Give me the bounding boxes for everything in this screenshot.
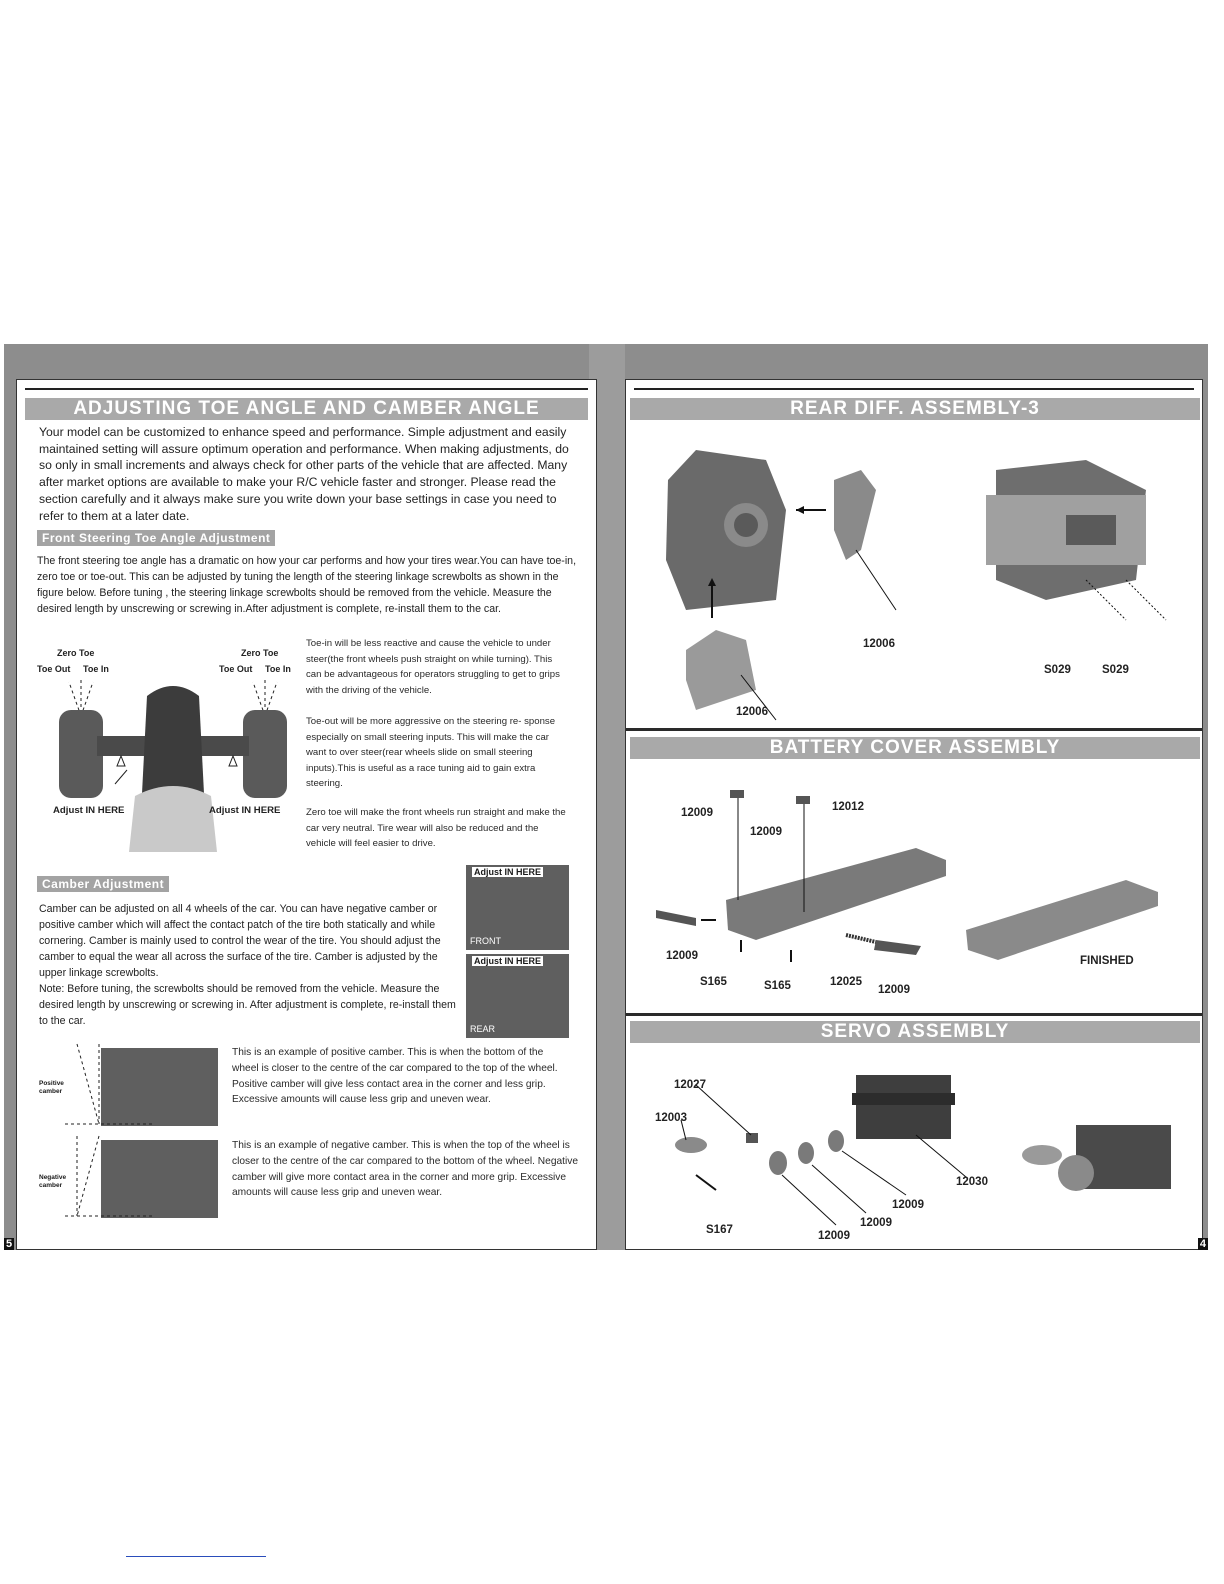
battery-part-7: 12025: [830, 976, 862, 988]
manual-spread: [4, 344, 1208, 1250]
rear-diff-part-3: S029: [1044, 664, 1071, 676]
camber-note: Note: Before tuning, the screwbolts should be removed from the vehicle. Measure the desired length by unscrewing or screwing in. After adjustment is complete, re-install them to the car.: [39, 983, 456, 1027]
toe-out-label-left: Toe Out: [37, 664, 71, 674]
toe-out-label-right: Toe Out: [219, 664, 253, 674]
servo-part-6: 12009: [818, 1230, 850, 1242]
battery-part-2: 12009: [750, 826, 782, 838]
front-adjust-label: Adjust IN HERE: [474, 867, 542, 877]
negative-camber-text: This is an example of negative camber. This is when the top of the wheel is closer to the centre of the car compared to the bottom of the wheel. Negative camber will give more contact area in the corner and more grip. Excessive amounts will cause less grip and uneven wear.: [232, 1140, 579, 1199]
zero-toe-text: Zero toe will make the front wheels run straight and make the car very neutral. Tire wear will also be reduced and the vehicle will feel easier to drive.: [306, 807, 566, 850]
battery-part-4: 12009: [666, 950, 698, 962]
camber-paragraph: Camber can be adjusted on all 4 wheels of the car. You can have negative camber or positive camber which will affect the contact patch of the tire both statically and while cornering. Camber is mainly used to control the wear of the tire. You should adjust the camber to equal the wear all across the surface of the tire. Camber is adjusted by the upper linkage screwbolts.: [39, 903, 441, 979]
rear-diff-part-2: 12006: [736, 706, 768, 718]
top-rule: [634, 388, 1194, 390]
finished-label: FINISHED: [1080, 955, 1134, 967]
rear-diff-illustration: [656, 440, 1176, 700]
toe-in-label-left: Toe In: [83, 664, 109, 674]
positive-camber-text: This is an example of positive camber. This is when the bottom of the wheel is closer to the centre of the car compared to the top of the wheel. Positive camber will give less contact area in the corner and less grip. Excessive amounts will cause less grip and uneven wear.: [232, 1047, 558, 1106]
positive-camber-label: Positive camber: [39, 1080, 64, 1095]
servo-part-2: 12003: [655, 1112, 687, 1124]
toe-in-label-right: Toe In: [265, 664, 291, 674]
adjust-here-right: Adjust IN HERE: [209, 805, 281, 816]
negative-camber-guide: [65, 1132, 165, 1222]
negative-camber-label: Negative camber: [39, 1174, 67, 1189]
front-camber-photo: [466, 865, 569, 950]
toe-diagram-illustration: [37, 676, 307, 852]
toe-paragraph: The front steering toe angle has a dramatic on how your car performs and how your tires wear.You can have toe-in, zero toe or toe-out. This can be adjusted by tuning the length of the steering linkage screwbolts as shown in the figure below. Before tuning , the steering linkage screwbolts should be removed from the vehicle. Measure the desired length by unscrewing or screwing in.After adjustment is complete, re-install them to the car.: [37, 555, 577, 615]
battery-part-6: S165: [764, 980, 791, 992]
right-page: [625, 379, 1203, 1250]
servo-title: SERVO ASSEMBLY: [630, 1021, 1200, 1043]
adjust-here-left: Adjust IN HERE: [53, 805, 125, 816]
rear-diff-part-4: S029: [1102, 664, 1129, 676]
rear-diff-part-1: 12006: [863, 638, 895, 650]
servo-part-1: 12027: [674, 1079, 706, 1091]
servo-part-3: 12030: [956, 1176, 988, 1188]
page-number-left: 5: [6, 1238, 13, 1250]
positive-camber-guide: [65, 1040, 165, 1130]
camber-heading: Camber Adjustment: [37, 876, 169, 892]
rear-camber-photo: [466, 954, 569, 1038]
battery-part-8: 12009: [878, 984, 910, 996]
top-rule: [25, 388, 588, 390]
servo-part-5: 12009: [860, 1217, 892, 1229]
section-divider: [626, 1013, 1202, 1016]
front-tag: FRONT: [470, 936, 501, 946]
footer-rule: [126, 1556, 266, 1557]
toe-heading: Front Steering Toe Angle Adjustment: [37, 530, 275, 546]
rear-adjust-label: Adjust IN HERE: [474, 956, 542, 966]
section-divider: [626, 728, 1202, 731]
page-number-right: 4: [1199, 1238, 1206, 1250]
battery-part-5: S165: [700, 976, 727, 988]
toe-in-text: Toe-in will be less reactive and cause the vehicle to under steer(the front wheels push straight on while turning). This can be advantageous for operators struggling to get to grips with the driving of the vehicle.: [306, 638, 560, 696]
servo-part-7: S167: [706, 1224, 733, 1236]
rear-diff-title: REAR DIFF. ASSEMBLY-3: [630, 398, 1200, 420]
rear-tag: REAR: [470, 1024, 496, 1034]
left-page: [16, 379, 597, 1250]
page-title: ADJUSTING TOE ANGLE AND CAMBER ANGLE: [25, 398, 588, 420]
battery-part-1: 12009: [681, 807, 713, 819]
intro-paragraph: Your model can be customized to enhance speed and performance. Simple adjustment and easily maintained setting will assure optimum operation and performance. When making adjustments, do so only in small increments and always check for other parts of the vehicle that are affected. Many after market options are available to make your R/C vehicle faster and stronger. Please read the section carefully and it always make sure you write down your base settings in case you need to refer to them at a later date.: [39, 425, 569, 523]
servo-illustration: [656, 1065, 1176, 1240]
battery-part-3: 12012: [832, 801, 864, 813]
servo-part-4: 12009: [892, 1199, 924, 1211]
zero-toe-label-right: Zero Toe: [241, 648, 279, 658]
toe-out-text: Toe-out will be more aggressive on the steering re- sponse especially on small steering inputs. This will make the car want to over steer(rear wheels slide on small steering inputs).This is useful as a race tuning aid to gain extra steering.: [306, 716, 556, 790]
battery-cover-title: BATTERY COVER ASSEMBLY: [630, 737, 1200, 759]
zero-toe-label-left: Zero Toe: [57, 648, 95, 658]
